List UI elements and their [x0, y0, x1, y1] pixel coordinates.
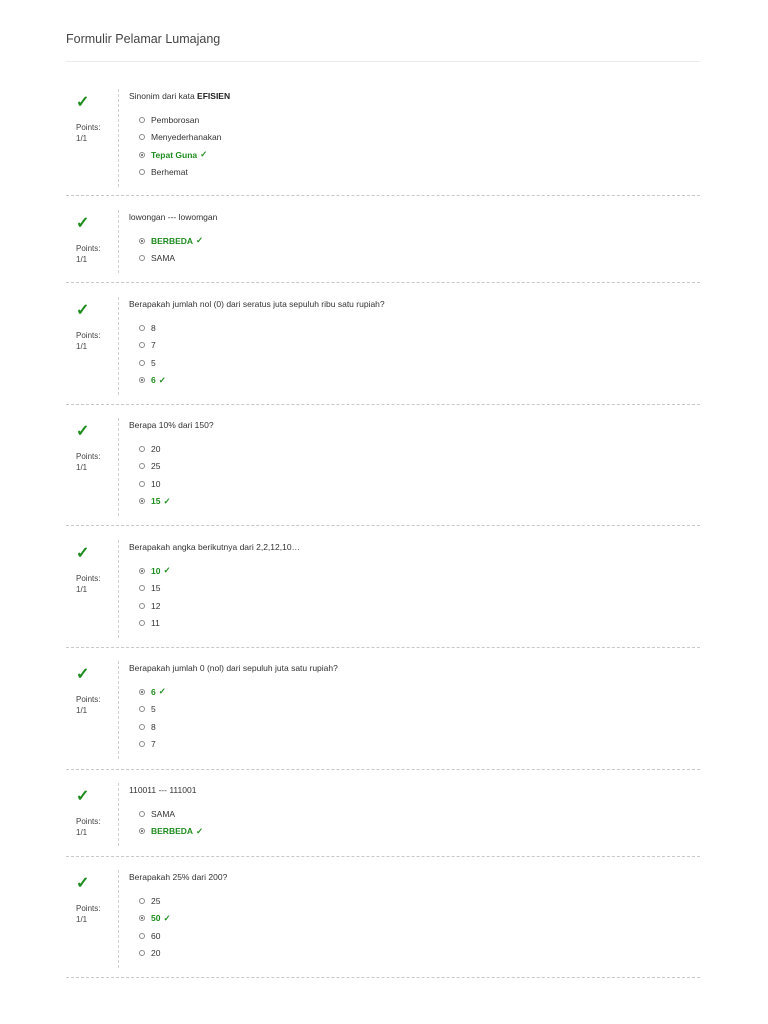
question-text: Berapakah jumlah 0 (nol) dari sepuluh juta satu rupiah? [129, 663, 338, 673]
answer-option[interactable] [139, 892, 171, 910]
answer-options [139, 111, 221, 181]
option-label: 15 [151, 496, 161, 507]
answer-options [139, 319, 166, 389]
answer-option[interactable] [139, 337, 166, 355]
answer-option[interactable] [139, 111, 221, 129]
option-label: 25 [151, 895, 161, 906]
answer-options [139, 805, 203, 840]
option-label: 10 [151, 565, 161, 576]
correct-check-icon: ✓ [76, 94, 90, 111]
points-label: Points: [76, 123, 101, 132]
points-label: Points: [76, 244, 101, 253]
correct-answer-check-icon: ✓ [158, 374, 166, 385]
answer-option[interactable] [139, 458, 171, 476]
answer-option[interactable] [139, 683, 166, 701]
question-keyword: EFISIEN [197, 91, 231, 101]
question-divider [118, 540, 119, 638]
answer-option[interactable] [139, 927, 171, 945]
option-label: 15 [151, 583, 161, 594]
option-label: 8 [151, 721, 156, 732]
question-separator [66, 647, 700, 648]
correct-check-icon: ✓ [76, 423, 90, 440]
option-label: 8 [151, 322, 156, 333]
question-text: Berapakah angka berikutnya dari 2,2,12,10… [129, 542, 301, 552]
question-divider [118, 297, 119, 395]
answer-option[interactable] [139, 580, 171, 598]
radio-button[interactable] [139, 915, 145, 921]
points-value: 1/1 [76, 463, 88, 472]
correct-check-icon: ✓ [76, 215, 90, 232]
question-separator [66, 856, 700, 857]
radio-button[interactable] [139, 481, 145, 487]
points-value: 1/1 [76, 134, 88, 143]
radio-button[interactable] [139, 117, 145, 123]
answer-option[interactable] [139, 129, 221, 147]
option-label: Tepat Guna [151, 149, 198, 160]
question-separator [66, 525, 700, 526]
answer-option[interactable] [139, 440, 171, 458]
answer-option[interactable] [139, 597, 171, 615]
option-label: 10 [151, 478, 161, 489]
question-text: Berapakah jumlah nol (0) dari seratus juta sepuluh ribu satu rupiah? [129, 299, 385, 309]
option-label: 6 [151, 686, 156, 697]
option-label: Menyederhanakan [151, 132, 222, 143]
correct-answer-check-icon: ✓ [196, 825, 204, 836]
question-text: lowongan --- lowomgan [129, 212, 218, 222]
radio-button[interactable] [139, 620, 145, 626]
answer-option[interactable] [139, 823, 203, 841]
question-divider [118, 870, 119, 968]
option-label: 11 [151, 618, 160, 629]
radio-button[interactable] [139, 255, 145, 261]
option-label: 25 [151, 461, 161, 472]
radio-button[interactable] [139, 325, 145, 331]
correct-check-icon: ✓ [76, 545, 90, 562]
radio-button[interactable] [139, 828, 145, 834]
option-label: Berhemat [151, 167, 188, 178]
points-label: Points: [76, 904, 101, 913]
option-label: BERBEDA [151, 826, 194, 837]
radio-button[interactable] [139, 741, 145, 747]
option-label: BERBEDA [151, 235, 194, 246]
option-label: 60 [151, 930, 161, 941]
option-label: 20 [151, 948, 161, 959]
answer-option[interactable] [139, 372, 166, 390]
answer-option[interactable] [139, 493, 171, 511]
answer-option[interactable] [139, 615, 171, 633]
question-divider [118, 210, 119, 273]
correct-answer-check-icon: ✓ [163, 565, 171, 576]
points-value: 1/1 [76, 706, 88, 715]
question-text: Berapakah 25% dari 200? [129, 872, 228, 882]
radio-button[interactable] [139, 446, 145, 452]
correct-answer-check-icon: ✓ [163, 912, 171, 923]
answer-option[interactable] [139, 354, 166, 372]
radio-button[interactable] [139, 585, 145, 591]
question-text: Sinonim dari kata EFISIEN [129, 91, 231, 101]
correct-answer-check-icon: ✓ [158, 686, 166, 697]
correct-check-icon: ✓ [76, 666, 90, 683]
answer-option[interactable] [139, 805, 203, 823]
correct-answer-check-icon: ✓ [196, 235, 204, 246]
correct-check-icon: ✓ [76, 875, 90, 892]
radio-button[interactable] [139, 360, 145, 366]
radio-button[interactable] [139, 689, 145, 695]
answer-option[interactable] [139, 910, 171, 928]
radio-button[interactable] [139, 706, 145, 712]
radio-button[interactable] [139, 238, 145, 244]
answer-option[interactable] [139, 701, 166, 719]
points-value: 1/1 [76, 915, 88, 924]
option-label: 5 [151, 704, 156, 715]
answer-option[interactable] [139, 319, 166, 337]
question-separator [66, 282, 700, 283]
page-title: Formulir Pelamar Lumajang [66, 32, 221, 46]
radio-button[interactable] [139, 342, 145, 348]
question-separator [66, 769, 700, 770]
answer-option[interactable] [139, 718, 166, 736]
radio-button[interactable] [139, 568, 145, 574]
radio-button[interactable] [139, 898, 145, 904]
points-value: 1/1 [76, 255, 88, 264]
radio-button[interactable] [139, 724, 145, 730]
question-divider [118, 783, 119, 846]
radio-button[interactable] [139, 498, 145, 504]
option-label: SAMA [151, 808, 176, 819]
points-label: Points: [76, 452, 101, 461]
radio-button[interactable] [139, 950, 145, 956]
points-label: Points: [76, 817, 101, 826]
question-separator [66, 404, 700, 405]
points-label: Points: [76, 574, 101, 583]
question-separator [66, 195, 700, 196]
radio-button[interactable] [139, 134, 145, 140]
option-label: SAMA [151, 253, 176, 264]
option-label: 12 [151, 600, 161, 611]
answer-option[interactable] [139, 562, 171, 580]
option-label: 50 [151, 913, 161, 924]
radio-button[interactable] [139, 169, 145, 175]
question-text: 110011 --- 111001 [129, 785, 197, 795]
answer-option[interactable] [139, 232, 203, 250]
radio-button[interactable] [139, 463, 145, 469]
option-label: 7 [151, 739, 156, 750]
option-label: 20 [151, 443, 161, 454]
points-value: 1/1 [76, 828, 88, 837]
radio-button[interactable] [139, 603, 145, 609]
answer-option[interactable] [139, 475, 171, 493]
question-divider [118, 418, 119, 516]
points-label: Points: [76, 331, 101, 340]
answer-option[interactable] [139, 736, 166, 754]
answer-option[interactable] [139, 250, 203, 268]
correct-check-icon: ✓ [76, 788, 90, 805]
radio-button[interactable] [139, 377, 145, 383]
points-value: 1/1 [76, 342, 88, 351]
correct-answer-check-icon: ✓ [163, 495, 171, 506]
question-separator [66, 977, 700, 978]
points-value: 1/1 [76, 585, 88, 594]
answer-options [139, 232, 203, 267]
question-divider [118, 89, 119, 187]
radio-button[interactable] [139, 152, 145, 158]
points-label: Points: [76, 695, 101, 704]
correct-check-icon: ✓ [76, 302, 90, 319]
answer-options [139, 562, 171, 632]
answer-option[interactable] [139, 945, 171, 963]
radio-button[interactable] [139, 933, 145, 939]
answer-option[interactable] [139, 164, 221, 182]
radio-button[interactable] [139, 811, 145, 817]
answer-option[interactable] [139, 146, 221, 164]
option-label: 7 [151, 340, 156, 351]
title-divider [66, 61, 700, 62]
answer-options [139, 683, 166, 753]
option-label: 5 [151, 357, 156, 368]
question-text: Berapa 10% dari 150? [129, 420, 214, 430]
answer-options [139, 440, 171, 510]
correct-answer-check-icon: ✓ [200, 149, 208, 160]
answer-options [139, 892, 171, 962]
option-label: Pemborosan [151, 114, 200, 125]
option-label: 6 [151, 375, 156, 386]
question-divider [118, 661, 119, 759]
